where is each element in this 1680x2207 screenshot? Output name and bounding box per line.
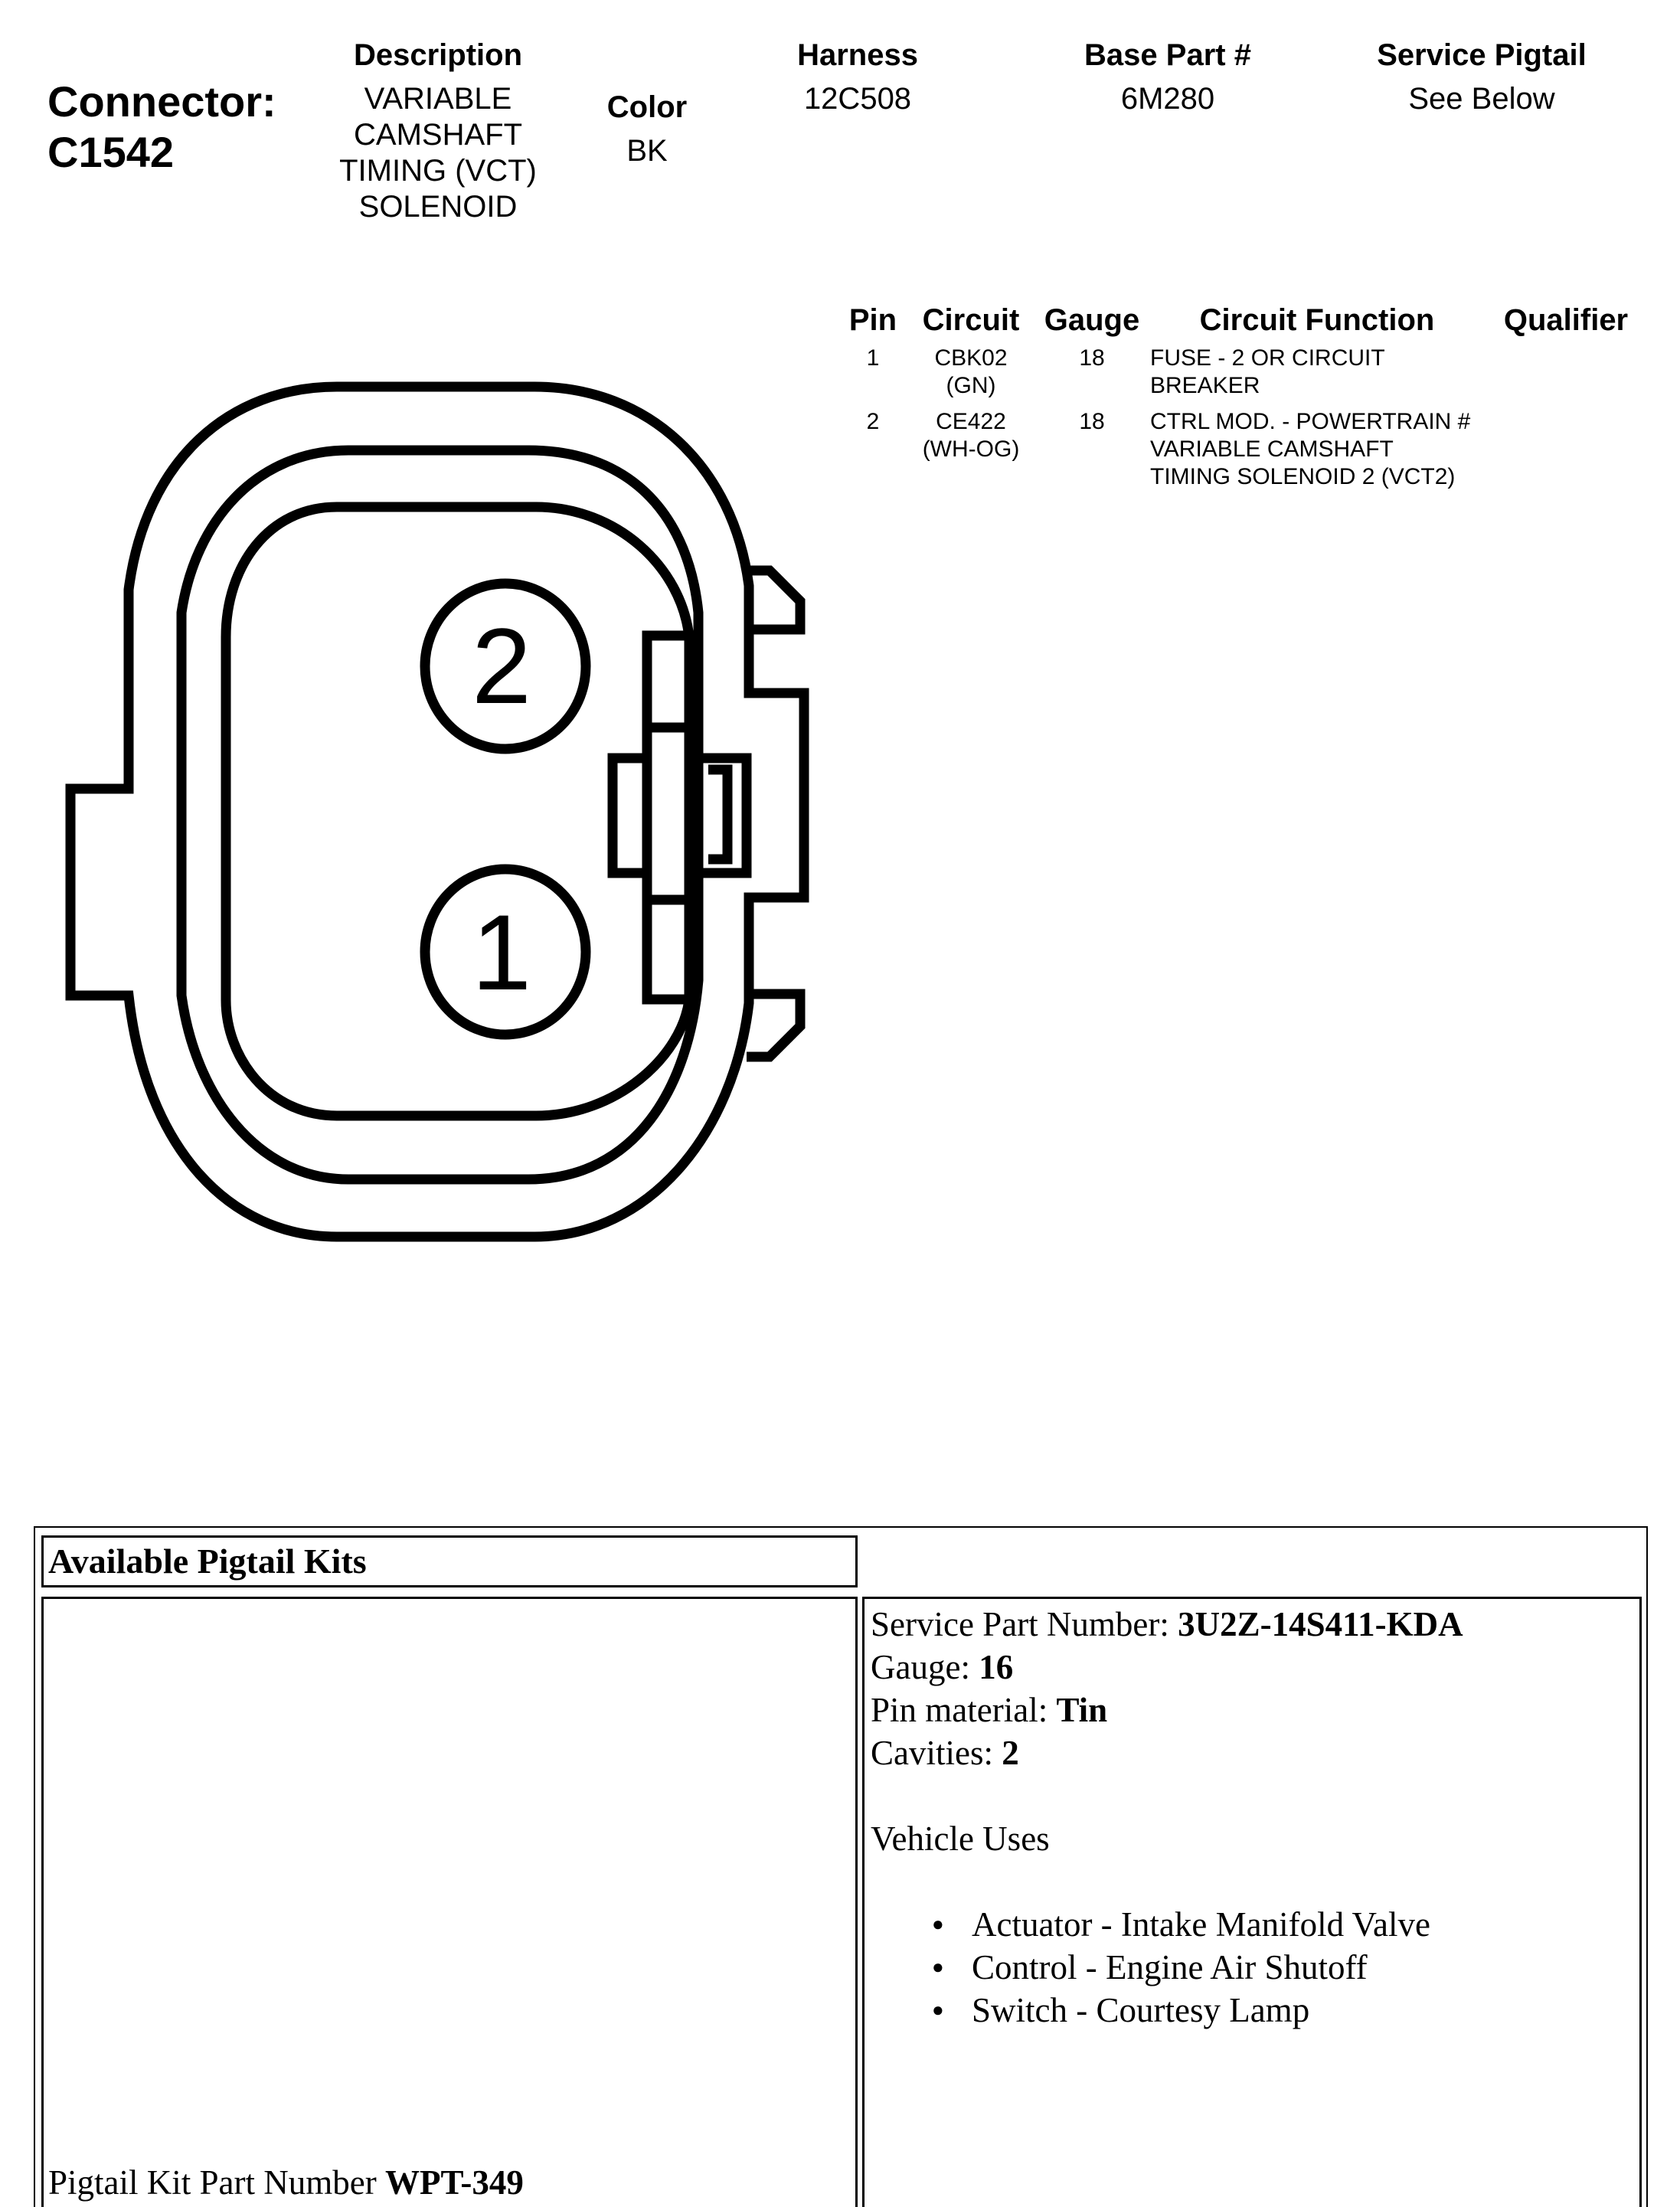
table-row-gauge: 18 xyxy=(1079,409,1105,434)
description-line: CAMSHAFT xyxy=(354,118,522,152)
vehicle-uses-list xyxy=(932,1903,1639,2032)
gauge-value: 16 xyxy=(979,1648,1014,1686)
pin-material-spec xyxy=(871,1689,1639,1731)
function-line: VARIABLE CAMSHAFT xyxy=(1150,436,1394,462)
locking-tab xyxy=(613,758,647,873)
col-header-circuit: Circuit xyxy=(922,303,1020,337)
pigtail-kit-cell xyxy=(41,1597,858,2207)
circuit-code: CE422 xyxy=(936,409,1006,434)
pigtail-title-cell xyxy=(41,1535,858,1587)
vehicle-uses-label: Vehicle Uses xyxy=(871,1820,1050,1858)
pin-material-label: Pin material: xyxy=(871,1691,1057,1729)
function-line: FUSE - 2 OR CIRCUIT xyxy=(1150,345,1385,371)
service-pigtail-value: See Below xyxy=(1408,82,1555,116)
table-row-pin: 1 xyxy=(866,345,880,371)
kit-part-label: Pigtail Kit Part Number xyxy=(48,2163,385,2202)
connector-label: Connector: xyxy=(47,77,276,126)
description-line: SOLENOID xyxy=(358,190,518,224)
connector-middle-shell xyxy=(181,450,698,1179)
pin-number-label: 2 xyxy=(472,606,531,726)
circuit-color: (GN) xyxy=(946,373,996,398)
description-line: VARIABLE xyxy=(364,82,512,116)
circuit-code: CBK02 xyxy=(934,345,1008,371)
list-item: ● Control - Engine Air Shutoff xyxy=(932,1946,1639,1989)
cavities-value: 2 xyxy=(1002,1734,1019,1772)
col-header-pin: Pin xyxy=(848,303,897,337)
col-header-qualifier: Qualifier xyxy=(1503,303,1629,337)
kit-part-value: WPT-349 xyxy=(384,2163,524,2202)
service-part-number xyxy=(871,1603,1639,1646)
cavities-label: Cavities: xyxy=(871,1734,1002,1772)
service-part-label: Service Part Number: xyxy=(871,1605,1178,1643)
cavities-spec xyxy=(871,1731,1639,1774)
upper-hook xyxy=(747,571,800,629)
base-part-label: Base Part # xyxy=(1084,38,1251,72)
pin-number-label: 1 xyxy=(472,892,531,1012)
lower-hook xyxy=(747,994,800,1057)
pigtail-title: Available Pigtail Kits xyxy=(48,1542,367,1581)
connector-id: C1542 xyxy=(47,128,175,176)
table-row-pin: 2 xyxy=(866,409,880,434)
gauge-label: Gauge: xyxy=(871,1648,979,1686)
color-label: Color xyxy=(606,90,688,124)
pigtail-details-cell xyxy=(862,1597,1642,2207)
pigtail-kit-part-number xyxy=(48,2161,524,2204)
gauge-spec xyxy=(871,1646,1639,1689)
pin-material-value: Tin xyxy=(1056,1691,1108,1729)
service-part-value: 3U2Z-14S411-KDA xyxy=(1178,1605,1463,1643)
function-line: BREAKER xyxy=(1150,373,1260,398)
function-line: TIMING SOLENOID 2 (VCT2) xyxy=(1150,464,1456,489)
color-value: BK xyxy=(626,134,668,168)
col-header-circuit-function: Circuit Function xyxy=(1199,303,1435,337)
table-row-gauge: 18 xyxy=(1079,345,1105,371)
col-header-gauge: Gauge xyxy=(1044,303,1140,337)
list-item: ● Switch - Courtesy Lamp xyxy=(932,1989,1639,2032)
circuit-color: (WH-OG) xyxy=(922,436,1020,462)
function-line: CTRL MOD. - POWERTRAIN # xyxy=(1150,409,1471,434)
service-pigtail-label: Service Pigtail xyxy=(1377,38,1587,72)
list-item: ● Actuator - Intake Manifold Valve xyxy=(932,1903,1639,1946)
harness-value: 12C508 xyxy=(803,82,912,116)
base-part-value: 6M280 xyxy=(1120,82,1215,116)
description-line: TIMING (VCT) xyxy=(339,154,537,188)
description-label: Description xyxy=(353,38,523,72)
harness-label: Harness xyxy=(797,38,918,72)
